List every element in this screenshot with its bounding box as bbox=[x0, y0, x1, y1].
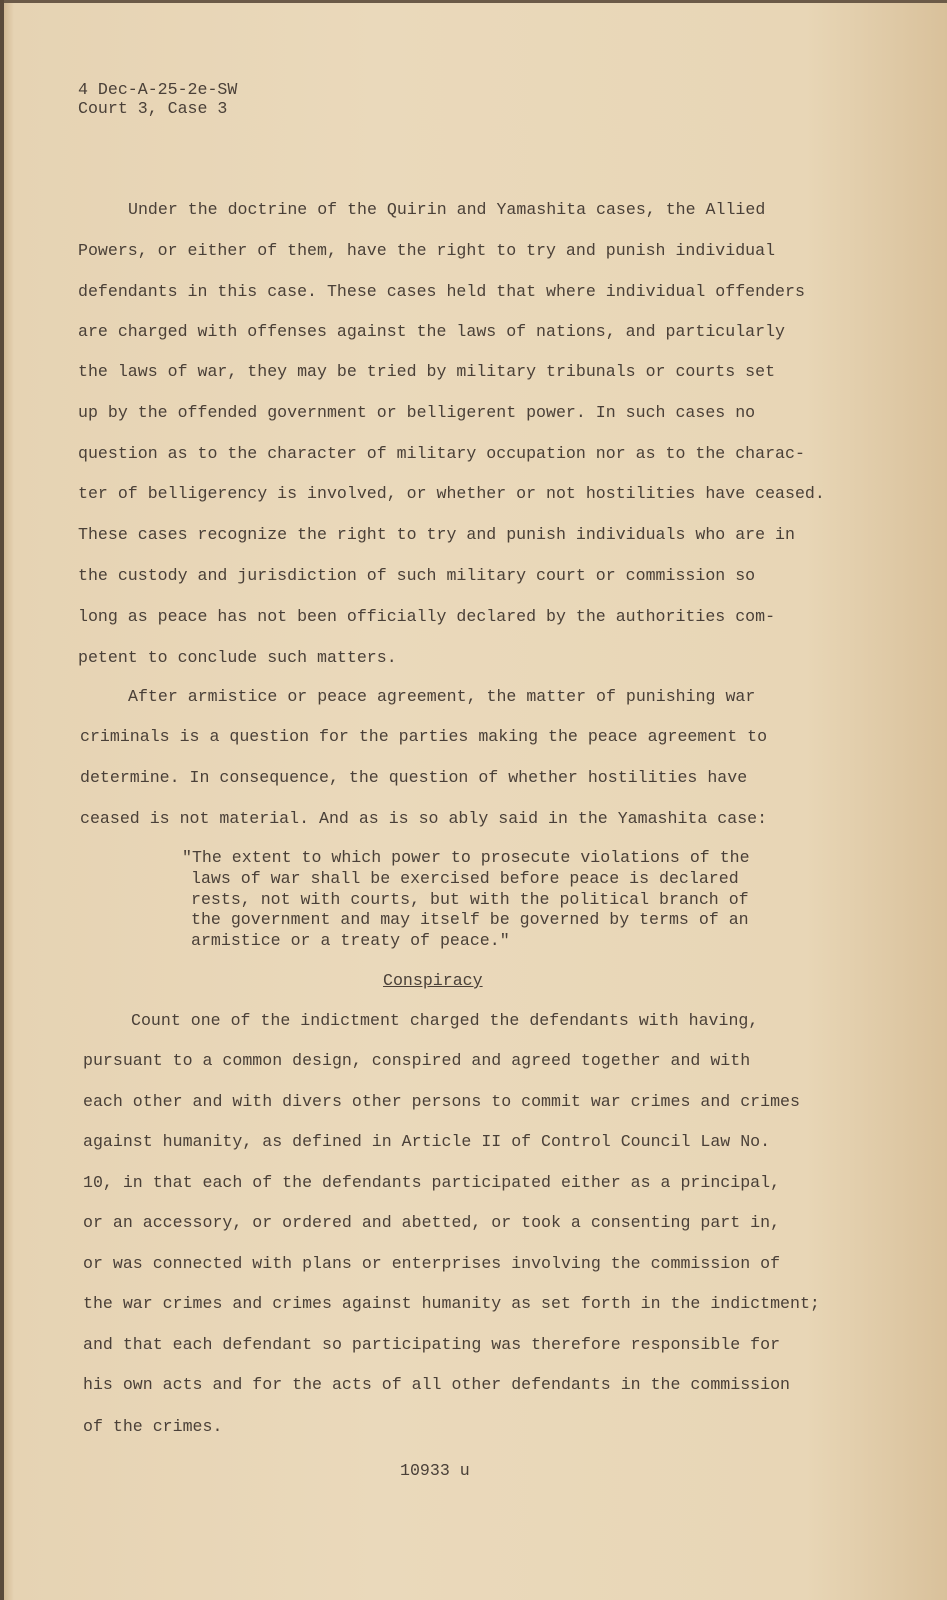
paragraph-3-line: or was connected with plans or enterprises involving the commission of bbox=[83, 1254, 781, 1273]
paragraph-1-line: the laws of war, they may be tried by military tribunals or courts set bbox=[78, 362, 776, 381]
paragraph-3-line: pursuant to a common design, conspired and agreed together and with bbox=[83, 1051, 751, 1070]
paragraph-1-line: long as peace has not been officially declared by the authorities com- bbox=[78, 607, 776, 626]
paragraph-1-line: ter of belligerency is involved, or whether or not hostilities have ceased. bbox=[78, 484, 825, 503]
page-number: 10933 u bbox=[400, 1461, 470, 1480]
page-top-edge bbox=[0, 0, 947, 3]
paragraph-1-line: question as to the character of military occupation nor as to the charac- bbox=[78, 444, 805, 463]
paragraph-1-line: are charged with offenses against the laws of nations, and particularly bbox=[78, 322, 786, 341]
paragraph-2-line: After armistice or peace agreement, the matter of punishing war bbox=[128, 687, 756, 706]
paragraph-1-line: the custody and jurisdiction of such military court or commission so bbox=[78, 566, 756, 585]
paragraph-2-line: determine. In consequence, the question of whether hostilities have bbox=[80, 768, 748, 787]
paragraph-1-line: petent to conclude such matters. bbox=[78, 648, 397, 667]
document-reference: 4 Dec-A-25-2e-SW bbox=[78, 80, 238, 99]
paragraph-3-line: the war crimes and crimes against humanity as set forth in the indictment; bbox=[83, 1294, 820, 1313]
page-left-edge bbox=[0, 0, 4, 1600]
paragraph-3-line: each other and with divers other persons to commit war crimes and crimes bbox=[83, 1092, 800, 1111]
quote-line: rests, not with courts, but with the political branch of bbox=[191, 890, 749, 909]
paragraph-1-line: These cases recognize the right to try and punish individuals who are in bbox=[78, 525, 795, 544]
paragraph-3-line: his own acts and for the acts of all other defendants in the commission bbox=[83, 1375, 791, 1394]
paragraph-3-line: Count one of the indictment charged the defendants with having, bbox=[131, 1011, 759, 1030]
section-heading: Conspiracy bbox=[383, 971, 483, 990]
paragraph-3-line: of the crimes. bbox=[83, 1417, 223, 1436]
quote-line: the government and may itself be governed by terms of an bbox=[191, 910, 749, 929]
paragraph-3-line: and that each defendant so participating was therefore responsible for bbox=[83, 1335, 781, 1354]
paragraph-3-line: against humanity, as defined in Article II of Control Council Law No. bbox=[83, 1132, 771, 1151]
paragraph-1-line: defendants in this case. These cases held that where individual offenders bbox=[78, 282, 805, 301]
quote-line: "The extent to which power to prosecute violations of the bbox=[182, 848, 750, 867]
paragraph-1-line: Under the doctrine of the Quirin and Yamashita cases, the Allied bbox=[128, 200, 766, 219]
paragraph-1-line: up by the offended government or belligerent power. In such cases no bbox=[78, 403, 756, 422]
paragraph-3-line: or an accessory, or ordered and abetted, or took a consenting part in, bbox=[83, 1213, 781, 1232]
paragraph-2-line: ceased is not material. And as is so ably said in the Yamashita case: bbox=[80, 809, 768, 828]
quote-line: armistice or a treaty of peace." bbox=[191, 931, 510, 950]
court-case-label: Court 3, Case 3 bbox=[78, 99, 228, 118]
paragraph-3-line: 10, in that each of the defendants participated either as a principal, bbox=[83, 1173, 781, 1192]
quote-line: laws of war shall be exercised before peace is declared bbox=[191, 869, 739, 888]
paragraph-1-line: Powers, or either of them, have the right to try and punish individual bbox=[78, 241, 776, 260]
paragraph-2-line: criminals is a question for the parties making the peace agreement to bbox=[80, 727, 768, 746]
